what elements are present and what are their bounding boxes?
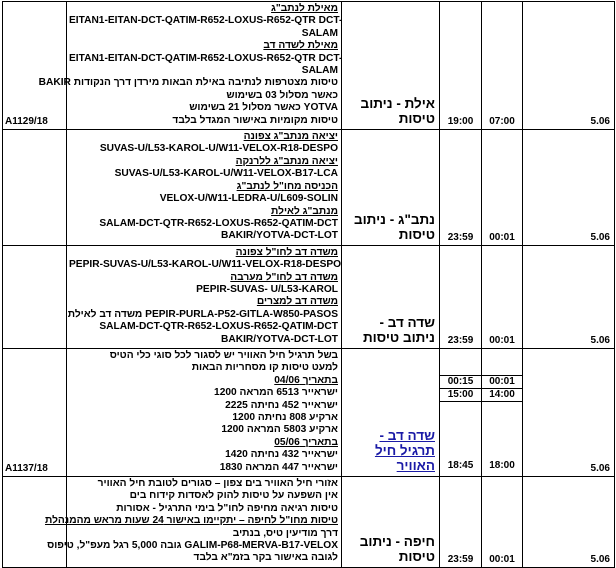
- date-value: 5.06: [590, 231, 610, 243]
- description-line: PEPIR-PURLA-P52-GITLA-W850-PASOS משדה דב לאילת: [67, 308, 338, 320]
- sub-time: 00:15: [440, 375, 481, 389]
- location-label: [342, 477, 440, 568]
- description-line: ארקיע 808 נחיתה 1200: [232, 412, 338, 423]
- time-end: 23:59: [440, 130, 482, 246]
- description-line: BAKIR/YOTVA-DCT-LOT: [221, 230, 338, 242]
- time-end: 23:59: [440, 477, 482, 568]
- description-line: מאילת לנתב"ג: [271, 3, 338, 14]
- description-line: PEPIR-SUVAS- U/L53-KAROL: [196, 283, 338, 295]
- time-start: [482, 348, 523, 476]
- table-row: [3, 477, 615, 568]
- description-line: בתאריך 05/06: [274, 436, 338, 448]
- date-value: 5.06: [590, 463, 610, 475]
- notam-description: [67, 245, 342, 348]
- location-label: [342, 245, 440, 348]
- description-line: בשל תרגיל חיל האוויר יש לסגור לכל סוגי כלי הטיס: [109, 349, 338, 361]
- description-line: SALAM-DCT-QTR-R652-LOXUS-R652-QATIM-DCT: [99, 321, 338, 333]
- description-line: SALAM: [301, 27, 338, 39]
- time-end-value: 18:45: [447, 459, 474, 471]
- description-line: משדה דב לחו"ל מערבה: [230, 271, 338, 283]
- time-end: [440, 348, 482, 476]
- description-line: לגובה באישור בקר בזמ"א בלבד: [193, 552, 338, 564]
- location-text: חיפה - ניתוב טיסות: [359, 533, 435, 564]
- time-end: 23:59: [440, 245, 482, 348]
- description-line: SALAM-DCT-QTR-R652-LOXUS-R652-QATIM-DCT: [99, 217, 338, 229]
- location-text: נתב"ג - ניתוב טיסות: [353, 211, 435, 242]
- date-cell: [523, 2, 615, 130]
- description-line: BAKIR/YOTVA-DCT-LOT: [221, 333, 338, 345]
- notam-description: [67, 130, 342, 246]
- location-text: שדה דב - ניתוב טיסות: [362, 314, 435, 345]
- date-value: 5.06: [590, 116, 610, 128]
- notam-table: [2, 1, 615, 568]
- description-line: VELOX-U/W11-LEDRA-U/L609-SOLIN: [159, 193, 338, 205]
- description-line: אזורי חיל האוויר בים צפון – סגורים לטובת חיל האוויר: [97, 478, 338, 490]
- time-start: 00:01: [482, 245, 523, 348]
- description-line: למעט טיסות קו מסחריות הבאות: [191, 362, 338, 374]
- description-line: טיסות מחו"ל לחיפה – יתקיימו באישור 24 שעות מראש מהמנהלת: [44, 515, 338, 527]
- description-line: SUVAS-U/L53-KAROL-U/W11-VELOX-R18-DESPO: [99, 143, 338, 155]
- date-cell: [523, 348, 615, 476]
- description-line: יציאה מנתב"ג צפונה: [243, 131, 338, 143]
- description-line: ארקיע 5803 המראה 1200: [221, 424, 338, 436]
- description-line: דרך מודיעין טיס, בנתיב: [232, 527, 338, 539]
- description-line: הכניסה מחו"ל לנתב"ג: [236, 180, 338, 192]
- description-line: SUVAS-U/L53-KAROL-U/W11-VELOX-B17-LCA: [114, 168, 338, 180]
- description-line: ישראייר 447 המראה 1830: [219, 461, 338, 473]
- description-line: טיסות מקומיות באישור המגדל בלבד: [172, 114, 338, 126]
- description-line: טיסות מצטרפות לנתיבה באילת הבאות מירדן דרך הנקודות BAKIR: [38, 77, 338, 89]
- date-value: 5.06: [590, 553, 610, 565]
- description-line: GALIM-P68-MERVA-B17-VELOX גובה 5,000 רגל מעפ"ל, טיפוס: [47, 540, 338, 552]
- location-label: [342, 2, 440, 130]
- description-line: EITAN1-EITAN-DCT-QATIM-R652-LOXUS-R652-QTR DCT-: [69, 52, 343, 64]
- table-row: [3, 348, 615, 476]
- description-line: ישראייר 432 נחיתה 1420: [225, 449, 338, 461]
- location-label: [342, 130, 440, 246]
- sub-time: 15:00: [440, 389, 481, 402]
- time-end: 19:00: [440, 2, 482, 130]
- sub-time: 14:00: [482, 389, 522, 402]
- description-line: SALAM: [301, 65, 338, 77]
- notam-description: [67, 348, 342, 476]
- description-line: PEPIR-SUVAS-U/L53-KAROL-U/W11-VELOX-R18-DESPO: [69, 259, 342, 271]
- description-line: טיסות רגיאה מחיפה לחו"ל בימי התרגיל - אסורות: [116, 502, 338, 514]
- notam-description: [44, 477, 342, 568]
- time-start: 00:01: [482, 130, 523, 246]
- date-cell: [523, 130, 615, 246]
- table-row: [3, 130, 615, 246]
- location-label: [342, 348, 440, 476]
- notam-id: [3, 130, 67, 246]
- table-row: [3, 245, 615, 348]
- description-line: ישראייר 6513 המראה 1200: [214, 387, 338, 399]
- date-cell: [523, 245, 615, 348]
- location-text: אילת - ניתוב טיסות: [360, 96, 435, 127]
- notam-id: A1129/18: [3, 2, 67, 130]
- description-line: משדה דב למצרים: [256, 296, 338, 308]
- description-line: מנתב"ג לאילת: [271, 205, 338, 217]
- description-line: מאילת לשדה דב: [263, 40, 338, 52]
- time-start-value: 18:00: [489, 459, 515, 471]
- description-line: YOTVA כאשר מסלול 21 בשימוש: [189, 102, 338, 114]
- description-line: ישראייר 452 נחיתה 2225: [225, 399, 338, 411]
- sub-time: 00:01: [482, 375, 522, 389]
- date-value: 5.06: [590, 334, 610, 346]
- notam-id: [3, 245, 67, 348]
- notam-id: A1137/18: [3, 348, 67, 476]
- description-line: אין השפעה על טיסות להוק לאסדות קידוח בים: [129, 490, 338, 502]
- location-text[interactable]: שדה דב - תרגיל חיל האוויר: [374, 428, 435, 474]
- description-line: יציאה מנתב"ג ללרנקה: [235, 155, 338, 167]
- description-line: משדה דב לחו"ל צפונה: [235, 246, 338, 258]
- table-row: [3, 2, 615, 130]
- description-line: בתאריך 04/06: [274, 374, 338, 386]
- time-start: 00:01: [482, 477, 523, 568]
- time-start: 07:00: [482, 2, 523, 130]
- notam-description: [38, 2, 343, 130]
- description-line: כאשר מסלול 03 בשימוש: [226, 89, 338, 101]
- description-line: EITAN1-EITAN-DCT-QATIM-R652-LOXUS-R652-QTR DCT-: [69, 15, 343, 27]
- date-cell: [523, 477, 615, 568]
